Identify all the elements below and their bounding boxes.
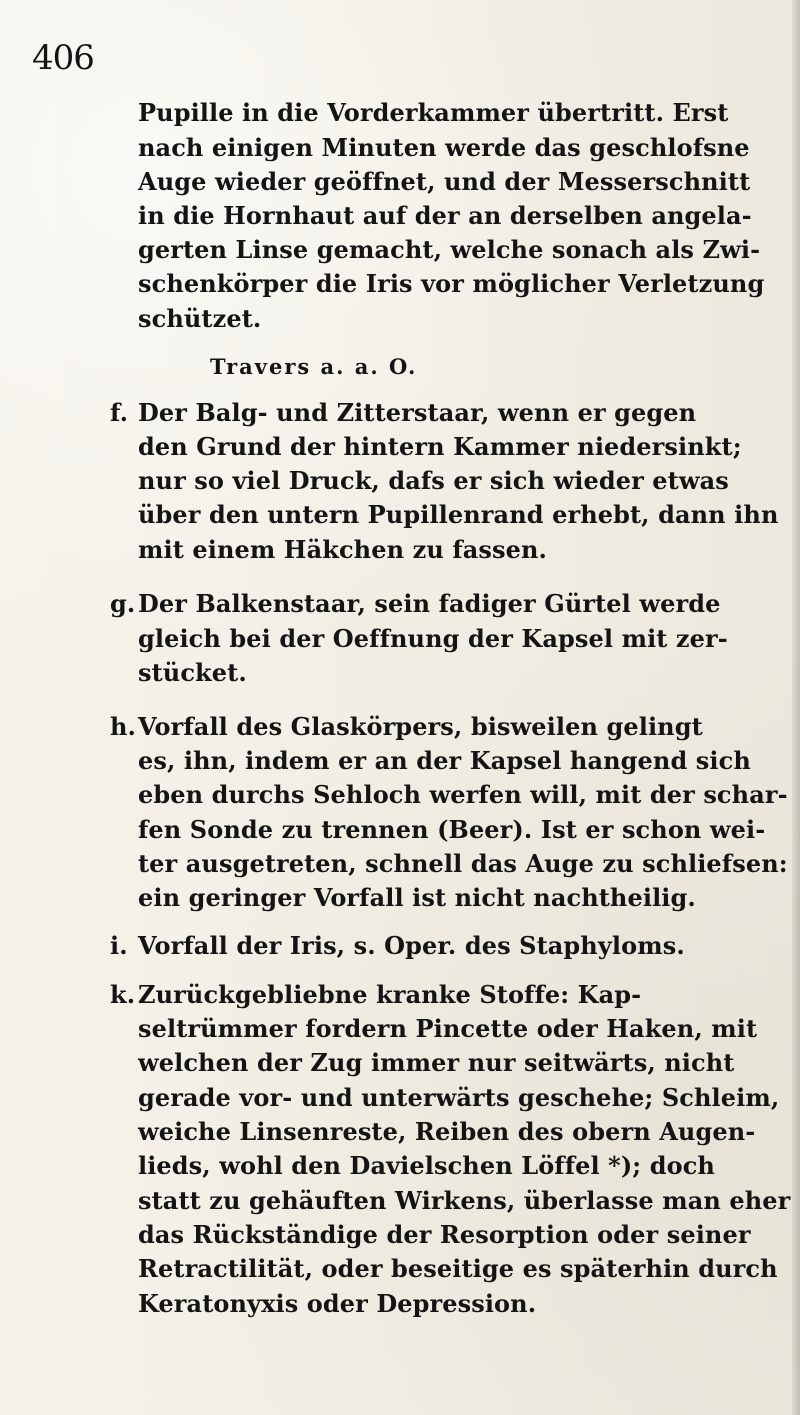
- paragraph-f: [110, 398, 696, 428]
- text-line: ein geringer Vorfall ist nicht nachtheilig.: [138, 883, 696, 912]
- text-line: Retractilität, oder beseitige es späterhin durch: [138, 1254, 778, 1283]
- text-line: Auge wieder geöffnet, und der Messerschnitt: [138, 167, 751, 196]
- item-marker-i: i.: [110, 931, 128, 960]
- page-number: 406: [32, 38, 94, 78]
- text-line: welchen der Zug immer nur seitwärts, nicht: [138, 1048, 735, 1077]
- item-marker-h: h.: [110, 712, 137, 741]
- text-line: den Grund der hintern Kammer niedersinkt;: [138, 432, 742, 461]
- text-line: statt zu gehäuften Wirkens, überlasse man eher: [138, 1186, 791, 1215]
- text-line: Zurückgebliebne kranke Stoffe: Kap-: [138, 980, 642, 1009]
- text-line: es, ihn, indem er an der Kapsel hangend sich: [138, 746, 751, 775]
- text-line: Vorfall des Glaskörpers, bisweilen gelingt: [138, 712, 703, 741]
- text-line: schützet.: [138, 304, 262, 333]
- citation-signature: Travers a. a. O.: [210, 354, 418, 379]
- item-marker-k: k.: [110, 980, 136, 1009]
- text-line: seltrümmer fordern Pincette oder Haken, mit: [138, 1014, 758, 1043]
- paragraph-i: [110, 931, 685, 961]
- text-line: Keratonyxis oder Depression.: [138, 1289, 537, 1318]
- text-line: gleich bei der Oeffnung der Kapsel mit zer-: [138, 624, 728, 653]
- item-marker-f: f.: [110, 398, 129, 427]
- text-line: fen Sonde zu trennen (Beer). Ist er schon wei-: [138, 815, 766, 844]
- text-line: ter ausgetreten, schnell das Auge zu schliefsen:: [138, 849, 788, 878]
- text-line: in die Hornhaut auf der an derselben angela-: [138, 201, 752, 230]
- text-line: nur so viel Druck, dafs er sich wieder etwas: [138, 466, 729, 495]
- text-line: lieds, wohl den Davielschen Löffel *); doch: [138, 1151, 715, 1180]
- page-edge-shadow: [792, 0, 800, 1415]
- text-line: Pupille in die Vorderkammer übertritt. Erst: [138, 98, 729, 127]
- text-line: eben durchs Sehloch werfen will, mit der schar-: [138, 780, 788, 809]
- text-line: über den untern Pupillenrand erhebt, dann ihn: [138, 500, 779, 529]
- text-line: mit einem Häkchen zu fassen.: [138, 535, 548, 564]
- text-line: Der Balkenstaar, sein fadiger Gürtel werde: [138, 589, 721, 618]
- text-line: schenkörper die Iris vor möglicher Verletzung: [138, 269, 765, 298]
- text-line: das Rückständige der Resorption oder seiner: [138, 1220, 751, 1249]
- text-line: nach einigen Minuten werde das geschlofsne: [138, 133, 750, 162]
- paragraph-g: [110, 589, 720, 619]
- paragraph-h: [110, 712, 703, 742]
- item-marker-g: g.: [110, 589, 136, 618]
- text-line: Vorfall der Iris, s. Oper. des Staphyloms.: [138, 931, 685, 960]
- text-line: gerten Linse gemacht, welche sonach als Zwi-: [138, 235, 761, 264]
- text-line: weiche Linsenreste, Reiben des obern Augen-: [138, 1117, 756, 1146]
- text-line: gerade vor- und unterwärts geschehe; Schleim,: [138, 1083, 780, 1112]
- text-line: Der Balg- und Zitterstaar, wenn er gegen: [138, 398, 697, 427]
- text-line: stücket.: [138, 658, 247, 687]
- paragraph-k: [110, 980, 641, 1010]
